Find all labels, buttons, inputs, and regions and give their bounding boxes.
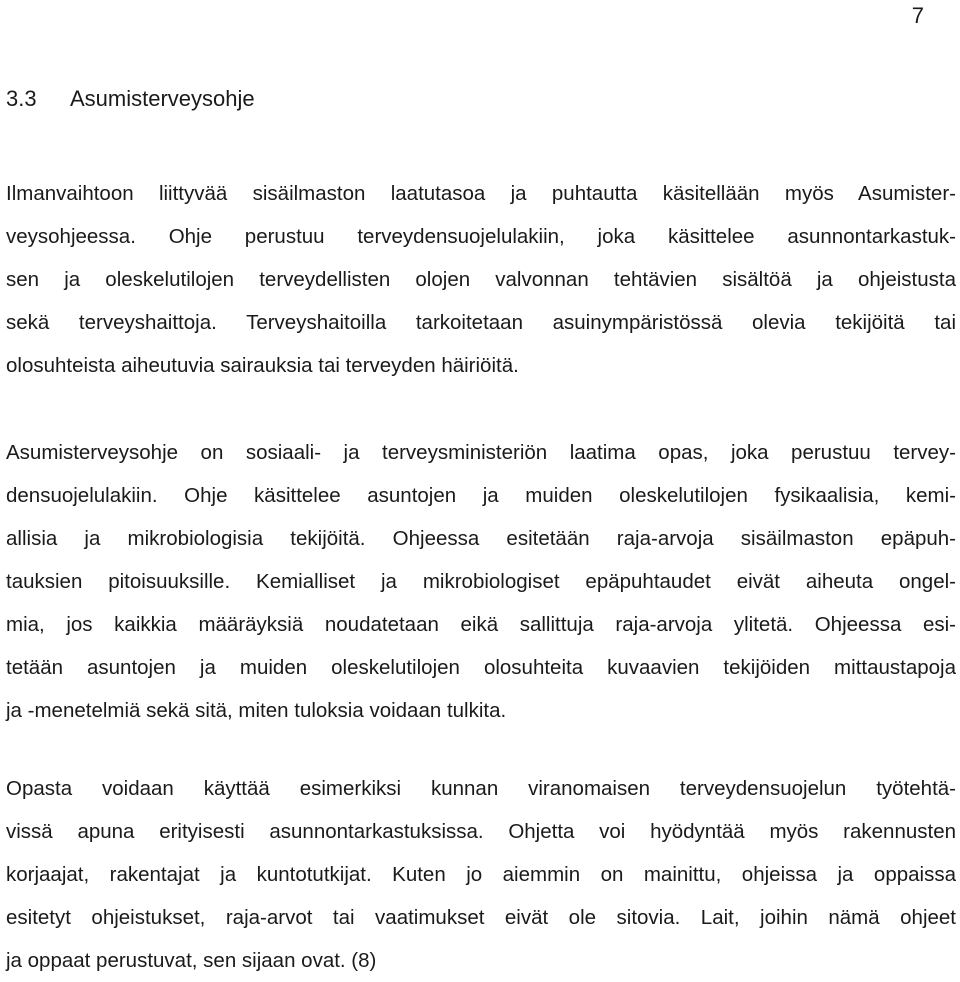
section-heading: [6, 84, 255, 114]
text-line: vissä apuna erityisesti asunnontarkastuksissa. Ohjetta voi hyödyntää myös rakennusten: [6, 820, 956, 843]
text-line: Ilmanvaihtoon liittyvää sisäilmaston laatutasoa ja puhtautta käsitellään myös Asumister-: [6, 182, 956, 205]
text-line: tetään asuntojen ja muiden oleskelutilojen olosuhteita kuvaavien tekijöiden mittaustapoja: [6, 656, 956, 679]
text-line: sekä terveyshaittoja. Terveyshaitoilla tarkoitetaan asuinympäristössä olevia tekijöitä tai: [6, 311, 956, 334]
section-number: 3.3: [6, 86, 37, 111]
text-line: mia, jos kaikkia määräyksiä noudatetaan eikä sallittuja raja-arvoja ylitetä. Ohjeessa esi-: [6, 613, 956, 636]
text-line: ja -menetelmiä sekä sitä, miten tuloksia voidaan tulkita.: [6, 699, 507, 722]
paragraph-2: [6, 431, 956, 732]
section-title: Asumisterveysohje: [70, 86, 255, 111]
text-line: esitetyt ohjeistukset, raja-arvot tai vaatimukset eivät ole sitovia. Lait, joihin nämä ohjeet: [6, 906, 956, 929]
paragraph-1: [6, 172, 956, 387]
text-line: olosuhteista aiheutuvia sairauksia tai terveyden häiriöitä.: [6, 354, 519, 377]
paragraph-3: [6, 767, 956, 982]
page-number: 7: [911, 3, 924, 28]
text-line: korjaajat, rakentajat ja kuntotutkijat. Kuten jo aiemmin on mainittu, ohjeissa ja oppaissa: [6, 863, 956, 886]
text-line: ja oppaat perustuvat, sen sijaan ovat. (8): [6, 949, 377, 972]
text-line: tauksien pitoisuuksille. Kemialliset ja mikrobiologiset epäpuhtaudet eivät aiheuta ongel-: [6, 570, 956, 593]
text-line: veysohjeessa. Ohje perustuu terveydensuojelulakiin, joka käsittelee asunnontarkastuk-: [6, 225, 956, 248]
text-line: Opasta voidaan käyttää esimerkiksi kunnan viranomaisen terveydensuojelun työtehtä-: [6, 777, 956, 800]
text-line: sen ja oleskelutilojen terveydellisten olojen valvonnan tehtävien sisältöä ja ohjeistusta: [6, 268, 956, 291]
text-line: densuojelulakiin. Ohje käsittelee asuntojen ja muiden oleskelutilojen fysikaalisia, kemi-: [6, 484, 956, 507]
text-line: Asumisterveysohje on sosiaali- ja terveysministeriön laatima opas, joka perustuu tervey-: [6, 441, 956, 464]
text-line: allisia ja mikrobiologisia tekijöitä. Ohjeessa esitetään raja-arvoja sisäilmaston epäpuh-: [6, 527, 956, 550]
